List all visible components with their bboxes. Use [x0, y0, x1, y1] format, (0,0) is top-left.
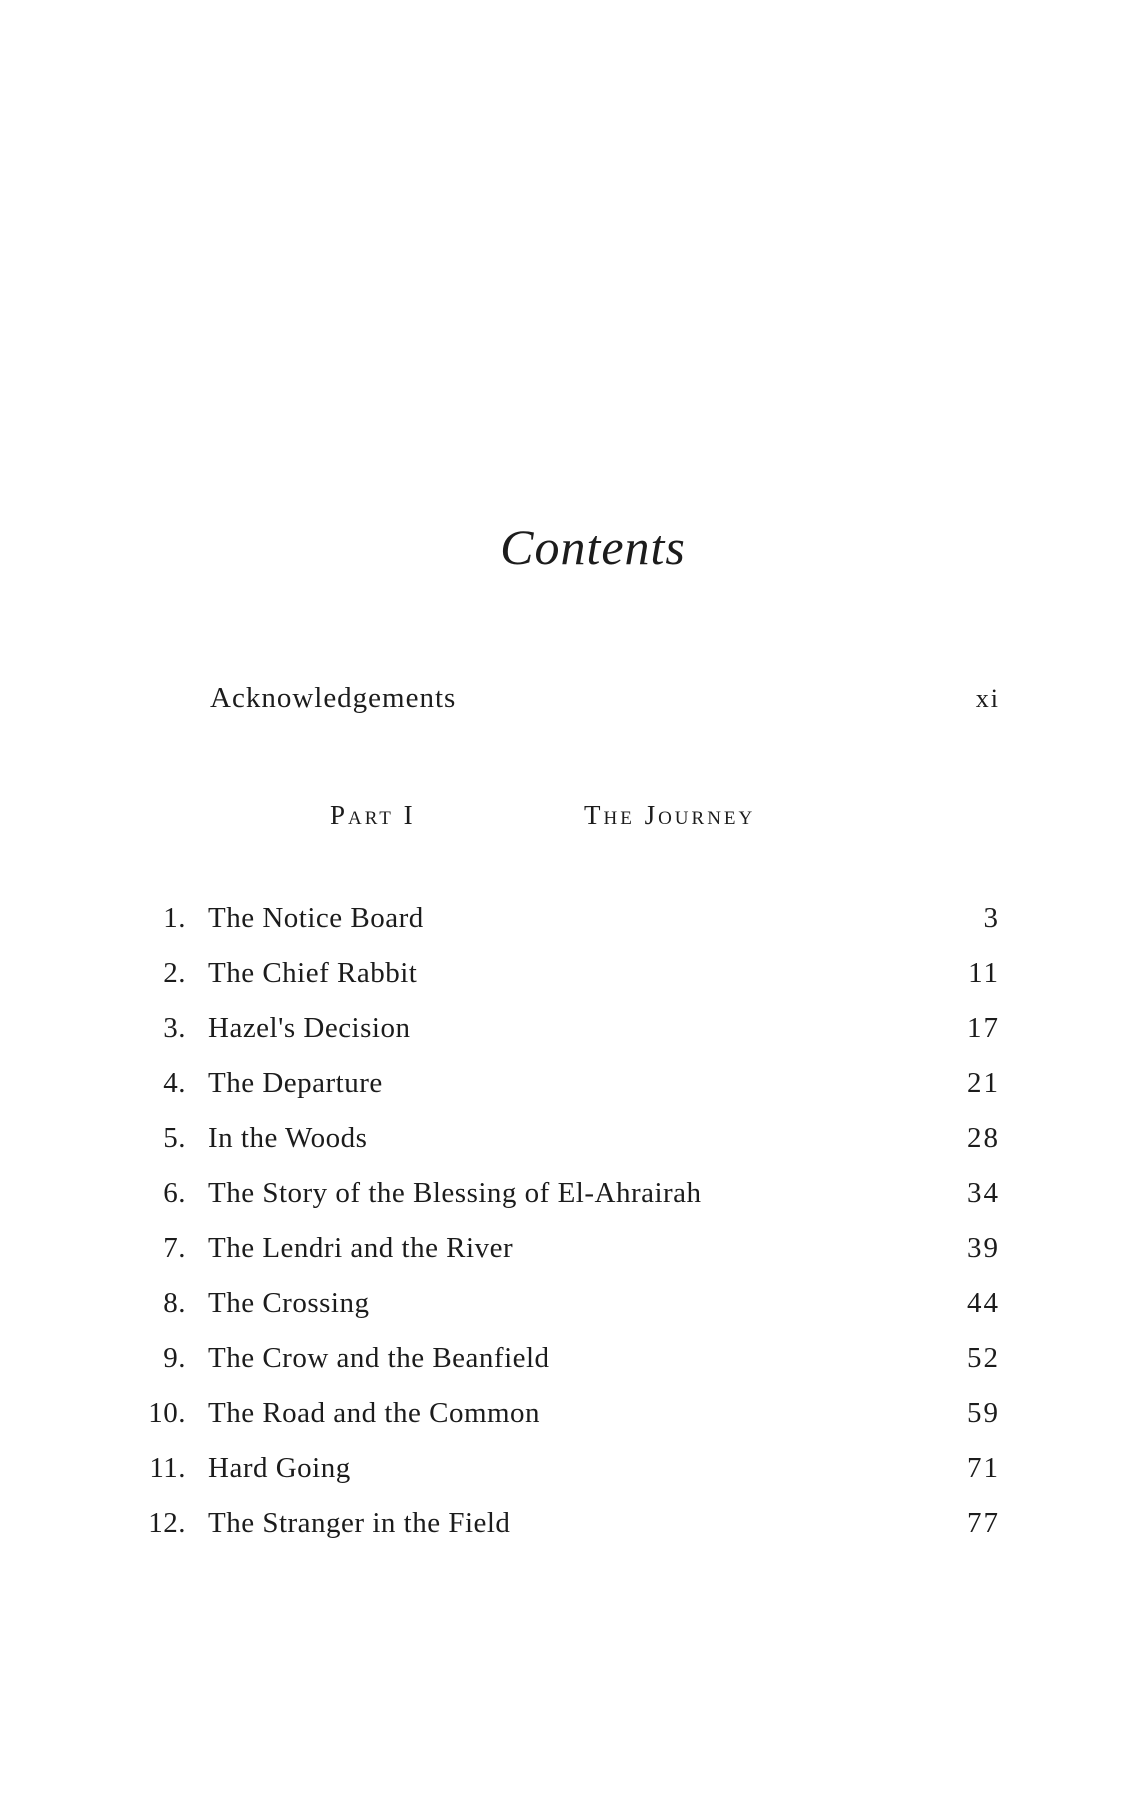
chapter-page-number: 71: [967, 1452, 1000, 1484]
chapter-number: 6.: [163, 1177, 186, 1209]
chapter-title: The Lendri and the River: [208, 1232, 514, 1264]
chapter-list: [0, 902, 1146, 1562]
acknowledgements-label: Acknowledgements: [210, 682, 457, 714]
chapter-number: 3.: [163, 1012, 186, 1044]
chapter-title: The Road and the Common: [208, 1397, 541, 1429]
chapter-number: 4.: [163, 1067, 186, 1099]
chapter-page-number: 28: [967, 1122, 1000, 1154]
chapter-number: 9.: [163, 1342, 186, 1374]
chapter-title: The Departure: [208, 1067, 383, 1099]
chapter-number: 8.: [163, 1287, 186, 1319]
chapter-entry: [0, 1067, 1146, 1122]
chapter-title: The Story of the Blessing of El-Ahrairah: [208, 1177, 702, 1209]
chapter-title: The Stranger in the Field: [208, 1507, 511, 1539]
chapter-title: Hard Going: [208, 1452, 351, 1484]
chapter-entry: [0, 1287, 1146, 1342]
chapter-number: 5.: [163, 1122, 186, 1154]
chapter-entry: [0, 1342, 1146, 1397]
chapter-entry: [0, 1177, 1146, 1232]
chapter-number: 12.: [148, 1507, 186, 1539]
chapter-title: Hazel's Decision: [208, 1012, 411, 1044]
chapter-entry: [0, 1122, 1146, 1177]
chapter-entry: [0, 902, 1146, 957]
chapter-page-number: 59: [967, 1397, 1000, 1429]
chapter-title: The Chief Rabbit: [208, 957, 418, 989]
chapter-page-number: 21: [967, 1067, 1000, 1099]
page-title: Contents: [500, 519, 686, 575]
chapter-title: In the Woods: [208, 1122, 368, 1154]
chapter-title: The Crossing: [208, 1287, 370, 1319]
chapter-page-number: 52: [967, 1342, 1000, 1374]
chapter-number: 2.: [163, 957, 186, 989]
chapter-entry: [0, 1397, 1146, 1452]
part-number: Part I: [330, 800, 416, 830]
chapter-page-number: 39: [967, 1232, 1000, 1264]
chapter-page-number: 34: [967, 1177, 1000, 1209]
acknowledgements-page-number: xi: [975, 684, 1000, 713]
chapter-entry: [0, 1232, 1146, 1287]
chapter-number: 11.: [149, 1452, 186, 1484]
chapter-entry: [0, 1507, 1146, 1562]
chapter-page-number: 17: [967, 1012, 1000, 1044]
chapter-number: 1.: [163, 902, 186, 934]
chapter-page-number: 11: [968, 957, 1000, 989]
chapter-page-number: 77: [967, 1507, 1000, 1539]
chapter-title: The Notice Board: [208, 902, 424, 934]
chapter-entry: [0, 1452, 1146, 1507]
chapter-page-number: 3: [983, 902, 1000, 934]
chapter-title: The Crow and the Beanfield: [208, 1342, 550, 1374]
chapter-page-number: 44: [967, 1287, 1000, 1319]
chapter-number: 10.: [148, 1397, 186, 1429]
chapter-number: 7.: [163, 1232, 186, 1264]
chapter-entry: [0, 1012, 1146, 1067]
chapter-entry: [0, 957, 1146, 1012]
part-title: The Journey: [584, 800, 756, 830]
